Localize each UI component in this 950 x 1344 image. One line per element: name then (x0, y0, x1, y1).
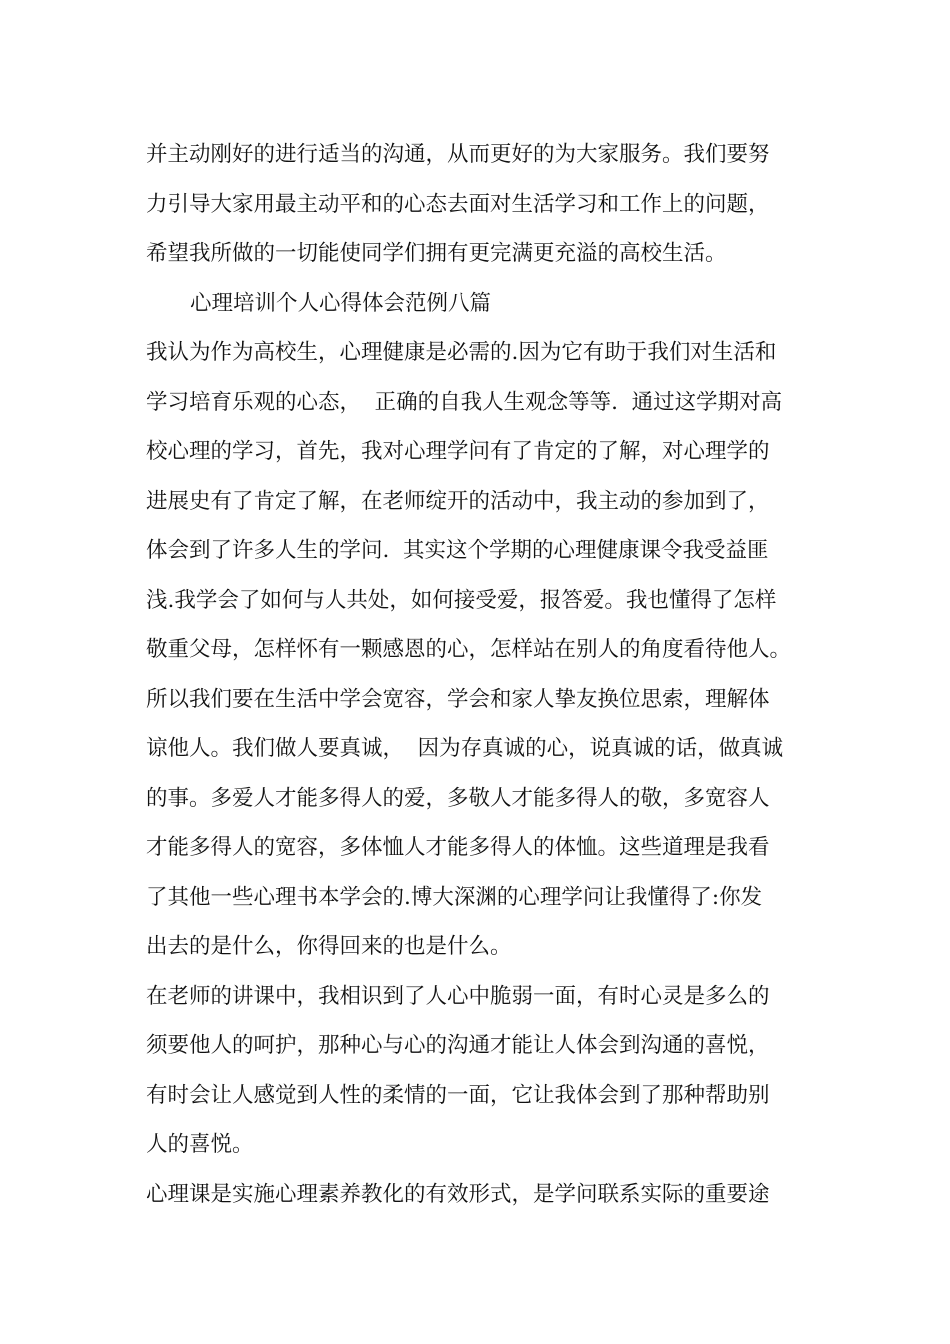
paragraph-line: 敬重父母，怎样怀有一颗感恩的心，怎样站在别人的角度看待他人。 (146, 637, 792, 662)
paragraph-line: 须要他人的呵护，那种心与心的沟通才能让人体会到沟通的喜悦， (146, 1033, 770, 1058)
paragraph-line: 有时会让人感觉到人性的柔情的一面，它让我体会到了那种帮助别 (146, 1082, 770, 1108)
section-heading: 心理培训个人心得体会范例八篇 (190, 290, 492, 316)
paragraph-line: 希望我所做的一切能使同学们拥有更完满更充溢的高校生活。 (146, 241, 727, 266)
paragraph-line: 校心理的学习，首先，我对心理学问有了肯定的了解，对心理学的 (146, 439, 770, 464)
document-body (146, 130, 826, 1219)
paragraph-line: 了其他一些心理书本学会的.博大深渊的心理学问让我懂得了:你发 (146, 884, 763, 910)
paragraph-line: 才能多得人的宽容，多体恤人才能多得人的体恤。这些道理是我看 (146, 835, 770, 860)
paragraph-line: 体会到了许多人生的学问. 其实这个学期的心理健康课令我受益匪 (146, 538, 769, 563)
paragraph-line: 浅.我学会了如何与人共处，如何接受爱，报答爱。我也懂得了怎样 (146, 587, 777, 613)
paragraph-line: 在老师的讲课中，我相识到了人心中脆弱一面，有时心灵是多么的 (146, 983, 770, 1009)
paragraph-line: 心理课是实施心理素养教化的有效形式，是学问联系实际的重要途 (146, 1181, 770, 1207)
paragraph-line: 我认为作为高校生，心理健康是必需的.因为它有助于我们对生活和 (146, 340, 777, 365)
paragraph-line: 所以我们要在生活中学会宽容，学会和家人挚友换位思索，理解体 (146, 686, 770, 712)
paragraph-line: 进展史有了肯定了解，在老师绽开的活动中，我主动的参加到了， (146, 488, 770, 514)
paragraph-line: 学习培育乐观的心态， 正确的自我人生观念等等. 通过这学期对高 (146, 389, 783, 415)
paragraph-line: 人的喜悦。 (146, 1132, 254, 1157)
paragraph-line: 出去的是什么，你得回来的也是什么。 (146, 934, 512, 959)
paragraph-line: 并主动刚好的进行适当的沟通，从而更好的为大家服务。我们要努 (146, 142, 770, 167)
paragraph-line: 力引导大家用最主动平和的心态去面对生活学习和工作上的问题， (146, 191, 770, 217)
paragraph-line: 谅他人。我们做人要真诚， 因为存真诚的心，说真诚的话，做真诚 (146, 736, 784, 761)
paragraph-line: 的事。多爱人才能多得人的爱，多敬人才能多得人的敬，多宽容人 (146, 785, 770, 811)
